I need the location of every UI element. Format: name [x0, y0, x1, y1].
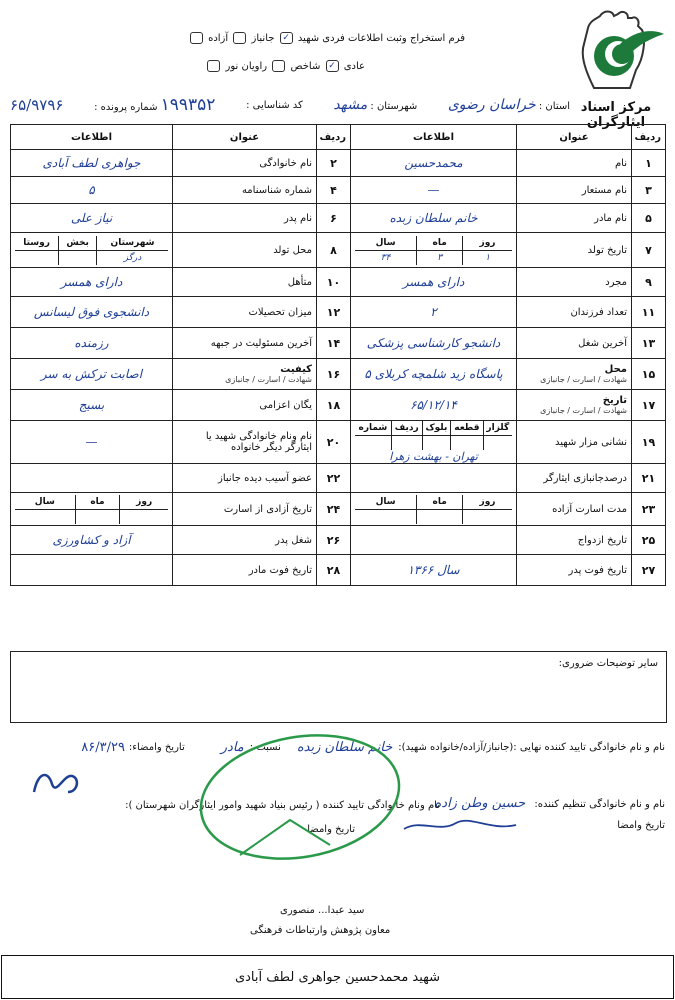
field-value: [11, 233, 173, 268]
field-value-text: خانم سلطان زبده: [389, 211, 478, 225]
table-header-cell: ردیف: [632, 125, 666, 150]
field-label: محل شهادت / اسارت / جانبازی: [517, 359, 632, 390]
sub-header: ردیف: [391, 421, 422, 436]
signature-icon: [400, 815, 520, 837]
sub-value: ۳: [417, 250, 463, 265]
field-value-text: دانشجو کارشناسی پزشکی: [366, 336, 501, 350]
sub-header: سال: [15, 495, 75, 510]
footer-title: معاون پژوهش وارتباطات فرهنگی: [250, 925, 391, 936]
field-value-text: تهران - بهشت زهرا: [389, 450, 478, 463]
field-value-text: اصابت ترکش به سر: [40, 367, 143, 381]
table-row: [11, 268, 666, 297]
row-number: ۷: [632, 233, 666, 268]
table-row: [11, 150, 666, 177]
field-value: [11, 526, 173, 555]
table-header-row: [11, 125, 666, 150]
approval-date: ۸۶/۳/۲۹: [81, 740, 125, 755]
field-value: [351, 177, 517, 204]
field-label: نام پدر: [173, 204, 317, 233]
row-number: ۲۵: [632, 526, 666, 555]
sub-header: شماره: [355, 421, 391, 436]
table-row: [11, 421, 666, 464]
org-name: مرکز اسناد ایثارگران: [580, 100, 652, 130]
row-number: ۲۸: [317, 555, 351, 586]
field-value-text: دارای همسر: [60, 275, 123, 289]
field-label: آخرین شغل: [517, 328, 632, 359]
sub-value: [417, 509, 463, 524]
field-value: [11, 464, 173, 493]
field-label: یگان اعزامی: [173, 390, 317, 421]
approval-line-3: تاریخ وامضا: [617, 820, 665, 831]
national-id-value: ۶۵/۹۷۹۶: [10, 96, 64, 114]
sub-header: روز: [120, 495, 168, 510]
sub-value: [451, 436, 484, 451]
field-value: [351, 464, 517, 493]
field-value-text: نیاز علی: [70, 211, 113, 225]
field-value-text: —: [85, 435, 98, 449]
caption-text: شهید محمدحسین جواهری لطف آبادی: [234, 969, 441, 985]
org-logo: [560, 8, 672, 130]
row-number: ۱۶: [317, 359, 351, 390]
sub-header: سال: [355, 236, 417, 251]
table-row: [11, 359, 666, 390]
status-option: جانباز: [251, 33, 275, 44]
sub-value: [120, 509, 168, 524]
sub-header: گلزار: [483, 421, 512, 436]
field-value-text: ۵: [88, 183, 95, 197]
sub-value: ۳۴: [380, 252, 391, 263]
field-label: میزان تحصیلات: [173, 297, 317, 328]
id-line: [10, 92, 570, 118]
signature-icon: [28, 762, 88, 802]
field-label: تاریخ ازدواج: [517, 526, 632, 555]
sub-value: [355, 509, 417, 524]
type-option: شاخص: [290, 61, 321, 72]
field-value-text: بسیج: [78, 398, 105, 412]
field-value: [11, 390, 173, 421]
field-value: [11, 177, 173, 204]
table-row: [11, 555, 666, 586]
row-number: ۲۴: [317, 493, 351, 526]
stamp-icon: [180, 725, 420, 875]
row-number: ۲: [317, 150, 351, 177]
field-value: [351, 526, 517, 555]
sub-header: روز: [463, 495, 512, 510]
approval-line-2: نام و نام خانوادگی تنظیم کننده: حسین وطن زاده: [434, 796, 665, 811]
field-label: مجرد: [517, 268, 632, 297]
field-value-text: ۲: [430, 305, 437, 319]
sub-header: قطعه: [451, 421, 484, 436]
sub-header: ماه: [417, 495, 463, 510]
national-id-field: کد شناسایی :: [246, 99, 303, 111]
caption-box: [1, 955, 674, 999]
field-label: نشانی مزار شهید: [517, 421, 632, 464]
field-value-text: —: [427, 183, 440, 197]
field-label: نام خانوادگی: [173, 150, 317, 177]
sub-value: [355, 436, 391, 451]
type-checkbox[interactable]: [207, 60, 220, 72]
sub-value: [391, 436, 422, 451]
sub-header: روز: [463, 236, 512, 251]
field-label: تاریخ شهادت / اسارت / جانبازی: [517, 390, 632, 421]
field-label: متأهل: [173, 268, 317, 297]
field-label: شماره شناسنامه: [173, 177, 317, 204]
field-value: [351, 555, 517, 586]
field-value: [351, 359, 517, 390]
field-value-text: ۶۵/۱۲/۱۴: [410, 398, 457, 412]
status-checkbox[interactable]: [233, 32, 246, 44]
row-number: ۲۰: [317, 421, 351, 464]
field-value: [351, 390, 517, 421]
field-label: نام ونام خانوادگی شهید یا ایثارگر دیگر خانواده: [173, 421, 317, 464]
table-row: [11, 493, 666, 526]
row-number: ۲۳: [632, 493, 666, 526]
field-label: تاریخ فوت پدر: [517, 555, 632, 586]
row-number: ۳: [632, 177, 666, 204]
approval-line-4: تاریخ وامضا: [307, 824, 355, 835]
row-number: ۱۵: [632, 359, 666, 390]
preparer-name: حسین وطن زاده: [434, 796, 526, 811]
field-value: [11, 328, 173, 359]
sub-value: [15, 250, 59, 265]
city-field: شهرستان : مشهد: [333, 97, 418, 113]
table-header-cell: اطلاعات: [11, 125, 173, 150]
type-checkbox-checked[interactable]: ✓: [326, 60, 339, 72]
sub-value: [483, 436, 512, 451]
approval-line-3b: نام ونام خانوادگی تایید کننده ( رئیس بنیاد شهید وامور ایثارگران شهرستان ):: [125, 800, 440, 811]
table-row: [11, 328, 666, 359]
field-value: [11, 204, 173, 233]
field-value: [351, 268, 517, 297]
field-value: [11, 359, 173, 390]
table-row: [11, 390, 666, 421]
type-option: راویان نور: [225, 61, 268, 72]
table-header-cell: عنوان: [517, 125, 632, 150]
field-label: نام: [517, 150, 632, 177]
field-value: [11, 493, 173, 526]
sub-header: شهرستان: [97, 236, 168, 251]
footer-name: سید عبدا... منصوری: [280, 905, 365, 916]
approval-line-1: نام و نام خانوادگی تایید کننده نهایی :(جانباز/آزاده/خانواده شهید): خانم سلطان زبده نسبت : مادر تاریخ وامضاء: ۸۶/۳/۲۹: [81, 740, 665, 755]
form-title-line: [188, 32, 465, 44]
field-label: آخرین مسئولیت در جبهه: [173, 328, 317, 359]
sub-value: [59, 250, 97, 265]
field-value: [351, 204, 517, 233]
status-checkbox-checked[interactable]: ✓: [280, 32, 293, 44]
row-number: ۱۳: [632, 328, 666, 359]
field-label: تعداد فرزندان: [517, 297, 632, 328]
notes-box: [10, 651, 667, 723]
row-number: ۱۷: [632, 390, 666, 421]
field-label: مدت اسارت آزاده: [517, 493, 632, 526]
table-row: [11, 464, 666, 493]
row-number: ۱۱: [632, 297, 666, 328]
type-line: [205, 60, 365, 72]
field-label: تاریخ فوت مادر: [173, 555, 317, 586]
field-value-text: پاسگاه زید شلمچه کربلای ۵: [364, 367, 503, 381]
table-row: [11, 526, 666, 555]
row-number: ۱۲: [317, 297, 351, 328]
info-table: [10, 124, 666, 586]
field-label: محل تولد: [173, 233, 317, 268]
field-label: شغل پدر: [173, 526, 317, 555]
field-value: [11, 421, 173, 464]
field-value: [351, 328, 517, 359]
field-value: [351, 493, 517, 526]
table-row: [11, 204, 666, 233]
row-number: ۲۷: [632, 555, 666, 586]
field-value: [351, 421, 517, 464]
row-number: ۹: [632, 268, 666, 297]
field-value: [351, 233, 517, 268]
file-number-field: ۱۹۹۳۵۲ شماره پرونده :: [94, 95, 216, 115]
sub-value: درگز: [97, 250, 168, 265]
field-label: کیفیت شهادت / اسارت / جانبازی: [173, 359, 317, 390]
field-label: نام مادر: [517, 204, 632, 233]
table-header-cell: اطلاعات: [351, 125, 517, 150]
approver-name: خانم سلطان زبده: [296, 740, 393, 755]
field-value: [11, 268, 173, 297]
province-field: استان : خراسان رضوی: [447, 97, 570, 113]
field-value-text: جواهری لطف آبادی: [42, 156, 141, 170]
row-number: ۸: [317, 233, 351, 268]
field-value: [11, 150, 173, 177]
row-number: ۲۲: [317, 464, 351, 493]
table-row: [11, 233, 666, 268]
field-value: [351, 297, 517, 328]
relation-value: مادر: [220, 740, 244, 755]
field-value: [351, 150, 517, 177]
field-value: [11, 297, 173, 328]
table-row: [11, 177, 666, 204]
sub-header: بلوک: [422, 421, 450, 436]
hand-logo-icon: [560, 8, 672, 98]
sub-header: روستا: [15, 236, 59, 251]
sub-value: [463, 509, 512, 524]
form-title: فرم استخراج وثبت اطلاعات فردی شهید: [297, 33, 465, 44]
table-row: [11, 297, 666, 328]
field-value-text: سال ۱۳۶۶: [407, 563, 460, 577]
row-number: ۱۸: [317, 390, 351, 421]
row-number: ۱۰: [317, 268, 351, 297]
sub-value: [75, 509, 120, 524]
field-value-text: رزمنده: [74, 336, 109, 350]
row-number: ۱: [632, 150, 666, 177]
table-header-cell: عنوان: [173, 125, 317, 150]
status-option: آزاده: [208, 33, 229, 44]
field-value-text: دانشجوی فوق لیسانس: [33, 305, 150, 319]
notes-label: سایر توضیحات ضروری:: [558, 658, 658, 669]
field-value: [11, 555, 173, 586]
sub-header: ماه: [75, 495, 120, 510]
row-number: ۲۱: [632, 464, 666, 493]
row-number: ۵: [632, 204, 666, 233]
field-label: درصدجانبازی ایثارگر: [517, 464, 632, 493]
sub-header: سال: [355, 495, 417, 510]
field-value-text: دارای همسر: [402, 275, 465, 289]
field-label: تاریخ آزادی از اسارت: [173, 493, 317, 526]
sub-header: بخش: [59, 236, 97, 251]
row-number: ۱۴: [317, 328, 351, 359]
field-label: عضو آسیب دیده جانباز: [173, 464, 317, 493]
row-number: ۱۹: [632, 421, 666, 464]
sub-value: [422, 436, 450, 451]
field-label: تاریخ تولد: [517, 233, 632, 268]
row-number: ۴: [317, 177, 351, 204]
type-checkbox[interactable]: [272, 60, 285, 72]
status-checkbox[interactable]: [190, 32, 203, 44]
sub-value: ۱: [463, 250, 512, 265]
sub-header: ماه: [417, 236, 463, 251]
row-number: ۶: [317, 204, 351, 233]
row-number: ۲۶: [317, 526, 351, 555]
type-option: عادی: [343, 61, 365, 72]
field-value-text: آزاد و کشاورزی: [52, 533, 131, 547]
field-label: نام مستعار: [517, 177, 632, 204]
sub-value: [15, 509, 75, 524]
table-header-cell: ردیف: [317, 125, 351, 150]
field-value-text: محمدحسین: [404, 156, 463, 170]
